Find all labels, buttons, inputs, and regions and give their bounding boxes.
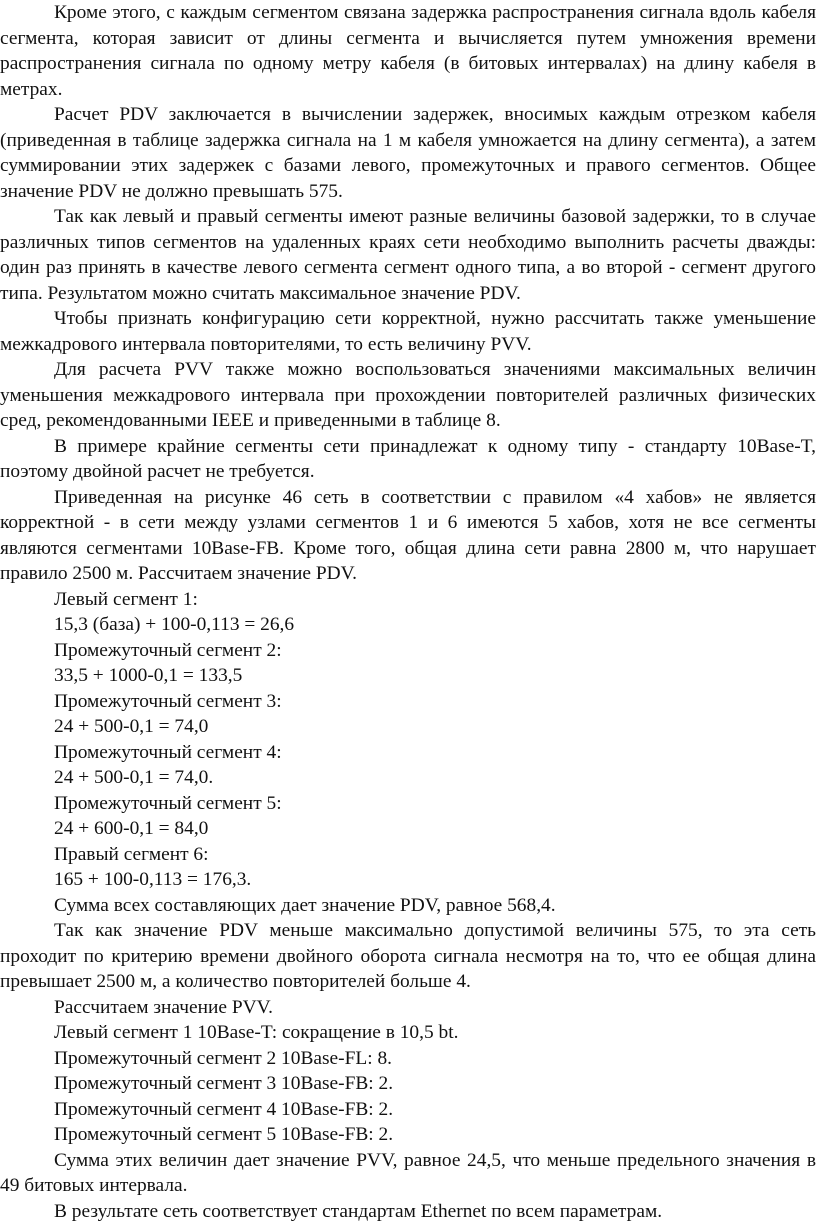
pdv-line: Промежуточный сегмент 5: — [0, 791, 816, 817]
paragraph-pvv-intro: Чтобы признать конфигурацию сети корректной, нужно рассчитать также уменьшение межкадрового интервала повторителями, то есть величину PVV. — [0, 306, 816, 357]
pdv-line: 24 + 600-0,1 = 84,0 — [0, 816, 816, 842]
paragraph-final-result: В результате сеть соответствует стандартам Ethernet по всем параметрам. — [0, 1199, 816, 1224]
pdv-line: 165 + 100-0,113 = 176,3. — [0, 867, 816, 893]
pdv-line: 24 + 500-0,1 = 74,0 — [0, 714, 816, 740]
pvv-line: Промежуточный сегмент 4 10Base-FB: 2. — [0, 1097, 816, 1123]
pdv-line: Промежуточный сегмент 4: — [0, 740, 816, 766]
pdv-line: Левый сегмент 1: — [0, 587, 816, 613]
pdv-line: 15,3 (база) + 100-0,113 = 26,6 — [0, 612, 816, 638]
pvv-calculation-list — [0, 995, 816, 1148]
paragraph-pvv-ieee: Для расчета PVV также можно воспользоваться значениями максимальных величин уменьшения межкадрового интервала при прохождении повторителей различных физических сред, рекомендованными IEEE и приведенными в таблице 8. — [0, 357, 816, 434]
pdv-line: Промежуточный сегмент 2: — [0, 638, 816, 664]
pvv-line: Рассчитаем значение PVV. — [0, 995, 816, 1021]
pvv-line: Левый сегмент 1 10Base-T: сокращение в 10,5 bt. — [0, 1020, 816, 1046]
pdv-sum-line: Сумма всех составляющих дает значение PDV, равное 568,4. — [0, 893, 816, 919]
pdv-line: Правый сегмент 6: — [0, 842, 816, 868]
paragraph-cable-delay: Кроме этого, с каждым сегментом связана задержка распространения сигнала вдоль кабеля сегмента, которая зависит от длины сегмента и вычисляется путем умножения времени распространения сигнала по одному метру кабеля (в битовых интервалах) на длину кабеля в метрах. — [0, 0, 816, 102]
paragraph-segment-types: Так как левый и правый сегменты имеют разные величины базовой задержки, то в случае различных типов сегментов на удаленных краях сети необходимо выполнить расчеты дважды: один раз принять в качестве левого сегмента сегмент одного типа, а во второй - сегмент другого типа. Результатом можно считать максимальное значение PDV. — [0, 204, 816, 306]
paragraph-pdv-calculation: Расчет PDV заключается в вычислении задержек, вносимых каждым отрезком кабеля (приведенная в таблице задержка сигнала на 1 м кабеля умножается на длину сегмента), а затем суммировании этих задержек с базами левого, промежуточных и правого сегментов. Общее значение PDV не должно превышать 575. — [0, 102, 816, 204]
pvv-line: Промежуточный сегмент 3 10Base-FB: 2. — [0, 1071, 816, 1097]
paragraph-pvv-sum: Сумма этих величин дает значение PVV, равное 24,5, что меньше предельного значения в 49 битовых интервала. — [0, 1148, 816, 1199]
paragraph-four-hubs-rule: Приведенная на рисунке 46 сеть в соответствии с правилом «4 хабов» не является корректной - в сети между узлами сегментов 1 и 6 имеются 5 хабов, хотя не все сегменты являются сегментами 10Base-FB. Кроме того, общая длина сети равна 2800 м, что нарушает правило 2500 м. Рассчитаем значение PDV. — [0, 485, 816, 587]
pvv-line: Промежуточный сегмент 5 10Base-FB: 2. — [0, 1122, 816, 1148]
pdv-calculation-list — [0, 587, 816, 919]
paragraph-pdv-conclusion: Так как значение PDV меньше максимально допустимой величины 575, то эта сеть проходит по критерию времени двойного оборота сигнала несмотря на то, что ее общая длина превышает 2500 м, а количество повторителей больше 4. — [0, 918, 816, 995]
pvv-line: Промежуточный сегмент 2 10Base-FL: 8. — [0, 1046, 816, 1072]
pdv-line: 24 + 500-0,1 = 74,0. — [0, 765, 816, 791]
pdv-line: Промежуточный сегмент 3: — [0, 689, 816, 715]
pdv-line: 33,5 + 1000-0,1 = 133,5 — [0, 663, 816, 689]
paragraph-example-10base-t: В примере крайние сегменты сети принадлежат к одному типу - стандарту 10Base-T, поэтому двойной расчет не требуется. — [0, 434, 816, 485]
